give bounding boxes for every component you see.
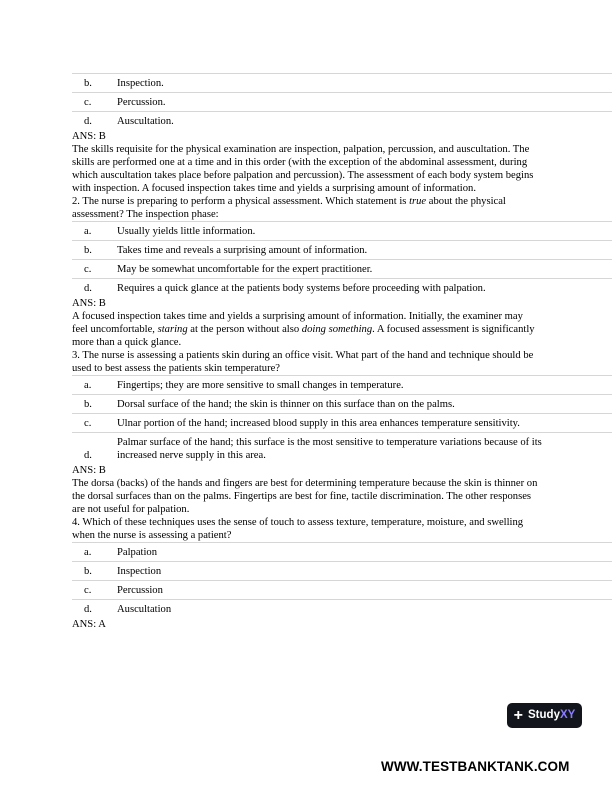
rationale-text bbox=[72, 310, 612, 349]
option-row bbox=[72, 73, 612, 92]
option-text: Requires a quick glance at the patients body systems before proceeding with palpation. bbox=[117, 283, 486, 294]
option-letter: c. bbox=[84, 264, 92, 275]
option-row bbox=[72, 221, 612, 240]
rationale-fragment: A focused inspection takes time and yields a surprising amount of information. Initially, the examiner may feel uncomfortable, bbox=[72, 311, 523, 335]
option-row bbox=[72, 259, 612, 278]
answer-label: ANS: B bbox=[72, 131, 106, 142]
rationale-fragment: . A focused assessment is significantly more than a quick glance. bbox=[72, 324, 535, 348]
option-text: Palpation bbox=[117, 547, 158, 558]
option-row bbox=[72, 375, 612, 394]
answer-label: ANS: B bbox=[72, 298, 106, 309]
option-text: Inspection bbox=[117, 566, 162, 577]
option-letter: a. bbox=[84, 380, 92, 391]
studyxy-logo[interactable] bbox=[507, 703, 582, 728]
option-letter: a. bbox=[84, 226, 92, 237]
logo-xy: XY bbox=[559, 709, 576, 721]
question-stem: 4. Which of these techniques uses the sense of touch to assess texture, temperature, moisture, and swelling when the nurse is assessing a patient? bbox=[72, 517, 524, 541]
option-text: Ulnar portion of the hand; increased blood supply in this area enhances temperature sensitivity. bbox=[117, 418, 520, 429]
answer-label: ANS: B bbox=[72, 465, 106, 476]
option-row bbox=[72, 413, 612, 432]
option-text: Usually yields little information. bbox=[117, 226, 256, 237]
option-row bbox=[72, 432, 612, 464]
option-text: May be somewhat uncomfortable for the expert practitioner. bbox=[117, 264, 373, 275]
rationale-emphasis: staring bbox=[157, 324, 188, 335]
option-text: Dorsal surface of the hand; the skin is thinner on this surface than on the palms. bbox=[117, 399, 455, 410]
answer-label: ANS: A bbox=[72, 619, 106, 630]
option-letter: d. bbox=[84, 116, 92, 127]
option-text: Takes time and reveals a surprising amount of information. bbox=[117, 245, 368, 256]
option-row bbox=[72, 92, 612, 111]
option-text: Fingertips; they are more sensitive to small changes in temperature. bbox=[117, 380, 404, 391]
option-text: Palmar surface of the hand; this surface is the most sensitive to temperature variations because of its increased nerve supply in this area. bbox=[117, 437, 542, 461]
option-text: Inspection. bbox=[117, 78, 164, 89]
footer-url[interactable]: WWW.TESTBANKTANK.COM bbox=[381, 759, 570, 774]
option-row bbox=[72, 111, 612, 130]
logo-study: Study bbox=[528, 709, 560, 721]
option-letter: c. bbox=[84, 97, 92, 108]
option-letter: b. bbox=[84, 566, 92, 577]
option-row bbox=[72, 599, 612, 618]
option-letter: b. bbox=[84, 78, 92, 89]
stem-emphasis: true bbox=[409, 196, 427, 207]
option-row bbox=[72, 394, 612, 413]
question-stem: 3. The nurse is assessing a patients skin during an office visit. What part of the hand and technique should be used to best assess the patients skin temperature? bbox=[72, 350, 534, 374]
rationale-emphasis: doing something bbox=[301, 324, 373, 335]
logo-text bbox=[528, 709, 575, 722]
plus-icon: + bbox=[513, 706, 524, 724]
option-text: Auscultation bbox=[117, 604, 172, 615]
option-row bbox=[72, 240, 612, 259]
option-text: Percussion bbox=[117, 585, 163, 596]
stem-text: 2. The nurse is preparing to perform a physical assessment. Which statement is bbox=[72, 196, 410, 207]
option-letter: a. bbox=[84, 547, 92, 558]
rationale-fragment: at the person without also bbox=[187, 324, 302, 335]
option-text: Auscultation. bbox=[117, 116, 174, 127]
option-letter: d. bbox=[84, 450, 92, 461]
question-content bbox=[72, 73, 612, 631]
option-letter: c. bbox=[84, 585, 92, 596]
question-stem bbox=[72, 195, 612, 221]
option-row bbox=[72, 580, 612, 599]
option-row bbox=[72, 278, 612, 297]
option-letter: b. bbox=[84, 245, 92, 256]
option-letter: d. bbox=[84, 283, 92, 294]
option-row bbox=[72, 542, 612, 561]
rationale-text: The skills requisite for the physical examination are inspection, palpation, percussion, and auscultation. The skills are performed one at a time and in this order (with the exception of the abdominal assessment, during which auscultation takes place before palpation and percussion). The assessment of each body system begins with inspection. A focused inspection takes time and yields a surprising amount of information. bbox=[72, 144, 534, 194]
rationale-text: The dorsa (backs) of the hands and fingers are best for determining temperature because the skin is thinner on the dorsal surfaces than on the palms. Fingertips are best for fine, tactile discrimination. The other responses are not useful for palpation. bbox=[72, 478, 538, 515]
option-letter: d. bbox=[84, 604, 92, 615]
option-letter: c. bbox=[84, 418, 92, 429]
option-text: Percussion. bbox=[117, 97, 166, 108]
stem-text: about the physical assessment? The inspection phase: bbox=[72, 196, 506, 220]
option-row bbox=[72, 561, 612, 580]
option-letter: b. bbox=[84, 399, 92, 410]
